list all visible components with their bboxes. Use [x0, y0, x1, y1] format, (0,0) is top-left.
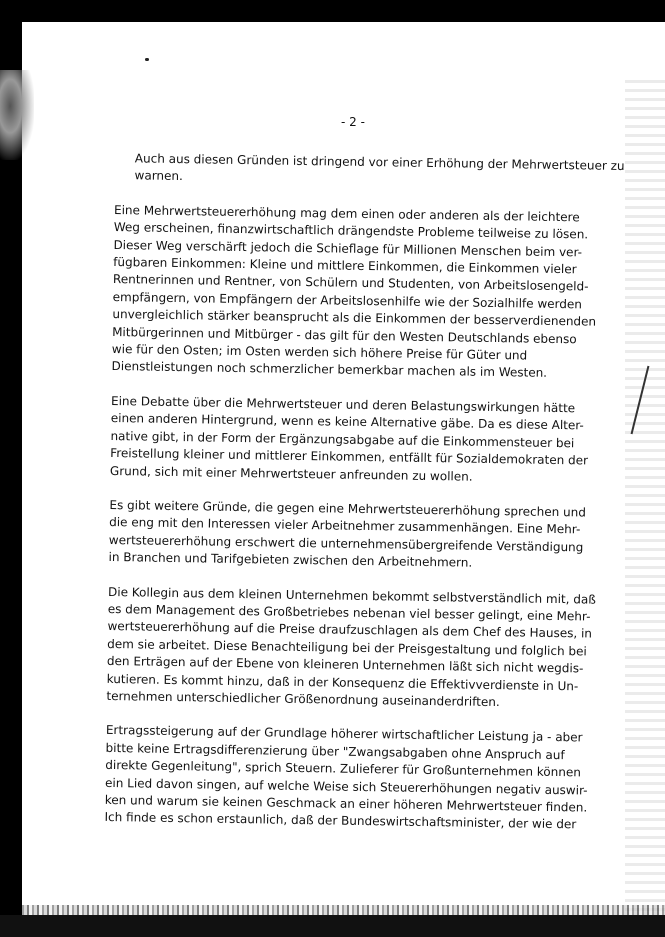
text-line: Eine Mehrwertsteuererhöhung mag dem einen oder anderen als der leichtere [113, 202, 580, 225]
scan-smudge [0, 70, 34, 160]
text-line: direkte Gegenleitung", sprich Steuern. Zulieferer für Großunternehmen können [105, 758, 581, 780]
text-line: kutieren. Es kommt hinzu, daß in der Konsequenz die Effektivverdienste in Un- [106, 671, 579, 693]
page-number: - 2 - [341, 115, 365, 129]
text-line: unvergleichlich stärker beansprucht als die Einkommen der besserverdienenden [112, 307, 597, 329]
scan-noise-right [625, 80, 665, 920]
text-line: Auch aus diesen Gründen ist dringend vor einer Erhöhung der Mehrwertsteuer zu [134, 151, 625, 174]
text-line: Dieser Weg verschärft jedoch die Schieflage für Millionen Menschen beim ver- [113, 237, 583, 259]
text-line: Ich finde es schon erstaunlich, daß der Bundeswirtschaftsminister, der wie der [104, 810, 577, 832]
text-line: Eine Debatte über die Mehrwertsteuer und deren Belastungswirkungen hätte [110, 393, 576, 416]
text-line: empfängern, von Empfängern der Arbeitslosenhilfe wie der Sozialhilfe werden [112, 289, 583, 312]
text-line: Grund, sich mit einer Mehrwertsteuer anfreunden zu wollen. [109, 463, 473, 484]
text-line: wertsteuererhöhung auf die Preise draufzuschlagen als dem Chef des Hauses, in [107, 619, 593, 641]
text-line: Die Kollegin aus dem kleinen Unternehmen bekommt selbstverständlich mit, daß [107, 584, 596, 607]
text-line: Weg erscheinen, finanzwirtschaftlich drängendste Probleme teilweise zu lösen. [113, 220, 589, 242]
text-line: Dienstleistungen noch schmerzlicher bemerkbar machen als im Westen. [111, 359, 548, 381]
text-line: die eng mit den Interessen vieler Arbeitnehmer zusammenhängen. Eine Mehr- [109, 515, 581, 537]
scan-border-top [0, 0, 665, 22]
text-line: in Branchen und Tarifgebieten zwischen den Arbeitnehmern. [108, 550, 473, 570]
text-line: ternehmen unterschiedlicher Größenordnung auseinanderdriften. [106, 688, 500, 710]
paragraph [106, 583, 596, 712]
text-line: es dem Management des Großbetriebes nebenan viel besser gelingt, eine Mehr- [107, 601, 591, 624]
text-line: Rentnerinnen und Rentner, von Schülern und Studenten, von Arbeitslosengeld- [112, 272, 589, 294]
paragraph [108, 497, 587, 574]
scan-border-bottom [0, 915, 665, 937]
text-line: wertsteuererhöhung erschwert die unternehmensübergreifende Verständigung [108, 532, 584, 555]
paragraph [109, 393, 589, 487]
text-line: wie für den Osten; im Osten werden sich höhere Preise für Güter und [111, 342, 528, 363]
text-line: fügbaren Einkommen: Kleine und mittlere Einkommen, die Einkommen vieler [113, 255, 577, 277]
text-line: Freistellung kleiner und mittlerer Einkommen, entfällt für Sozialdemokraten der [110, 446, 589, 468]
paragraph [104, 722, 588, 833]
text-line: Ertragssteigerung auf der Grundlage höherer wirtschaftlicher Leistung ja - aber [105, 723, 583, 745]
scan-speck [145, 58, 149, 61]
text-line: warnen. [134, 168, 184, 184]
text-line: Es gibt weitere Gründe, die gegen eine Mehrwertsteuererhöhung sprechen und [109, 497, 587, 520]
text-line: native gibt, in der Form der Ergänzungsabgabe auf die Einkommensteuer bei [110, 428, 575, 450]
text-line: Mitbürgerinnen und Mitbürger - das gilt für den Westen Deutschlands ebenso [112, 324, 577, 346]
body-text [104, 150, 625, 851]
paragraph [111, 202, 597, 383]
text-line: einen anderen Hintergrund, wenn es keine Alternative gäbe. Da es diese Alter- [110, 411, 584, 433]
paragraph [134, 150, 625, 191]
text-line: den Erträgen auf der Ebene von kleineren Unternehmen läßt sich nicht wegdis- [106, 654, 584, 676]
text-line: ein Lied davon singen, auf welche Weise sich Steuererhöhungen negativ auswir- [104, 775, 588, 798]
text-line: ken und warum sie keinen Geschmack an einer höheren Mehrwertsteuer finden. [104, 792, 588, 815]
text-line: dem sie arbeitet. Diese Benachteiligung bei der Preisgestaltung und folglich bei [107, 636, 587, 659]
text-line: bitte keine Ertragsdifferenzierung über "Zwangsabgaben ohne Anspruch auf [105, 740, 565, 762]
